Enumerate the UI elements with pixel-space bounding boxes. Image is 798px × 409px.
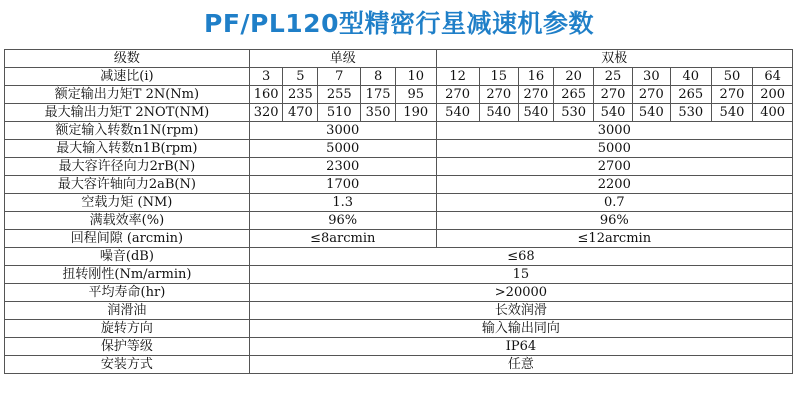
- row-label: 空载力矩 (NM): [5, 194, 250, 212]
- row-label: 最大容许径向力2rB(N): [5, 158, 250, 176]
- table-row-lubrication: [5, 302, 793, 320]
- row-label: 额定输出力矩T 2N(Nm): [5, 86, 250, 104]
- table-cell: IP64: [249, 338, 792, 356]
- table-cell: 200: [753, 86, 793, 104]
- row-label: 回程间隙 (arcmin): [5, 230, 250, 248]
- table-cell: 0.7: [436, 194, 792, 212]
- row-label: 保护等级: [5, 338, 250, 356]
- table-cell: 2700: [436, 158, 792, 176]
- table-cell: 3000: [249, 122, 436, 140]
- table-row-ratio: [5, 68, 793, 86]
- table-row-efficiency: [5, 212, 793, 230]
- table-cell: 270: [632, 86, 670, 104]
- row-label: 噪音(dB): [5, 248, 250, 266]
- table-cell: 540: [479, 104, 518, 122]
- row-label: 最大容许轴向力2aB(N): [5, 176, 250, 194]
- table-cell: 5: [283, 68, 318, 86]
- table-cell: 长效润滑: [249, 302, 792, 320]
- row-label: 级数: [5, 50, 250, 68]
- single-stage-header: 单级: [249, 50, 436, 68]
- table-cell: 20: [553, 68, 594, 86]
- table-row-no-load-torque: [5, 194, 793, 212]
- table-cell: 3000: [436, 122, 792, 140]
- table-cell: 1.3: [249, 194, 436, 212]
- table-cell: 235: [283, 86, 318, 104]
- table-cell: 540: [632, 104, 670, 122]
- table-cell: 任意: [249, 356, 792, 374]
- table-cell: 2300: [249, 158, 436, 176]
- table-cell: 16: [519, 68, 554, 86]
- row-label: 扭转刚性(Nm/armin): [5, 266, 250, 284]
- table-row-backlash: [5, 230, 793, 248]
- table-cell: 540: [519, 104, 554, 122]
- table-row-mounting: [5, 356, 793, 374]
- table-row-rated-speed: [5, 122, 793, 140]
- table-row-max-speed: [5, 140, 793, 158]
- table-cell: 10: [395, 68, 436, 86]
- table-cell: 540: [436, 104, 479, 122]
- table-cell: 8: [361, 68, 396, 86]
- table-cell: 30: [632, 68, 670, 86]
- table-row-stage: [5, 50, 793, 68]
- table-cell: 270: [519, 86, 554, 104]
- table-cell: 15: [249, 266, 792, 284]
- table-cell: 50: [711, 68, 753, 86]
- table-cell: 40: [670, 68, 711, 86]
- table-cell: 270: [479, 86, 518, 104]
- table-cell: 350: [361, 104, 396, 122]
- table-cell: 400: [753, 104, 793, 122]
- table-cell: 530: [670, 104, 711, 122]
- table-cell: 270: [436, 86, 479, 104]
- row-label: 安装方式: [5, 356, 250, 374]
- table-cell: 25: [594, 68, 632, 86]
- table-cell: 510: [318, 104, 361, 122]
- table-row-rotation: [5, 320, 793, 338]
- table-cell: 255: [318, 86, 361, 104]
- row-label: 润滑油: [5, 302, 250, 320]
- row-label: 旋转方向: [5, 320, 250, 338]
- table-cell: 1700: [249, 176, 436, 194]
- table-cell: 540: [594, 104, 632, 122]
- table-cell: 96%: [436, 212, 792, 230]
- table-cell: 7: [318, 68, 361, 86]
- table-row-radial-force: [5, 158, 793, 176]
- table-row-stiffness: [5, 266, 793, 284]
- table-cell: 530: [553, 104, 594, 122]
- table-row-max-torque: [5, 104, 793, 122]
- table-cell: 96%: [249, 212, 436, 230]
- table-cell: 265: [553, 86, 594, 104]
- row-label: 最大输入转数n1B(rpm): [5, 140, 250, 158]
- table-cell: 12: [436, 68, 479, 86]
- double-stage-header: 双极: [436, 50, 792, 68]
- table-cell: 270: [711, 86, 753, 104]
- table-cell: 270: [594, 86, 632, 104]
- table-row-noise: [5, 248, 793, 266]
- table-row-axial-force: [5, 176, 793, 194]
- table-row-life: [5, 284, 793, 302]
- table-cell: ≤12arcmin: [436, 230, 792, 248]
- spec-table: [4, 49, 793, 374]
- table-cell: 320: [249, 104, 283, 122]
- table-cell: 3: [249, 68, 283, 86]
- page-title: PF/PL120型精密行星减速机参数: [204, 9, 594, 38]
- table-cell: ≤8arcmin: [249, 230, 436, 248]
- table-row-rated-torque: [5, 86, 793, 104]
- row-label: 平均寿命(hr): [5, 284, 250, 302]
- table-cell: ≤68: [249, 248, 792, 266]
- table-cell: 输入输出同向: [249, 320, 792, 338]
- table-row-protection: [5, 338, 793, 356]
- table-cell: 160: [249, 86, 283, 104]
- table-cell: >20000: [249, 284, 792, 302]
- table-cell: 5000: [436, 140, 792, 158]
- table-cell: 64: [753, 68, 793, 86]
- table-cell: 190: [395, 104, 436, 122]
- row-label: 满载效率(%): [5, 212, 250, 230]
- row-label: 减速比(i): [5, 68, 250, 86]
- table-cell: 470: [283, 104, 318, 122]
- table-cell: 5000: [249, 140, 436, 158]
- table-cell: 15: [479, 68, 518, 86]
- table-cell: 265: [670, 86, 711, 104]
- table-cell: 95: [395, 86, 436, 104]
- row-label: 最大输出力矩T 2NOT(NM): [5, 104, 250, 122]
- table-cell: 2200: [436, 176, 792, 194]
- table-cell: 540: [711, 104, 753, 122]
- table-cell: 175: [361, 86, 396, 104]
- row-label: 额定输入转数n1N(rpm): [5, 122, 250, 140]
